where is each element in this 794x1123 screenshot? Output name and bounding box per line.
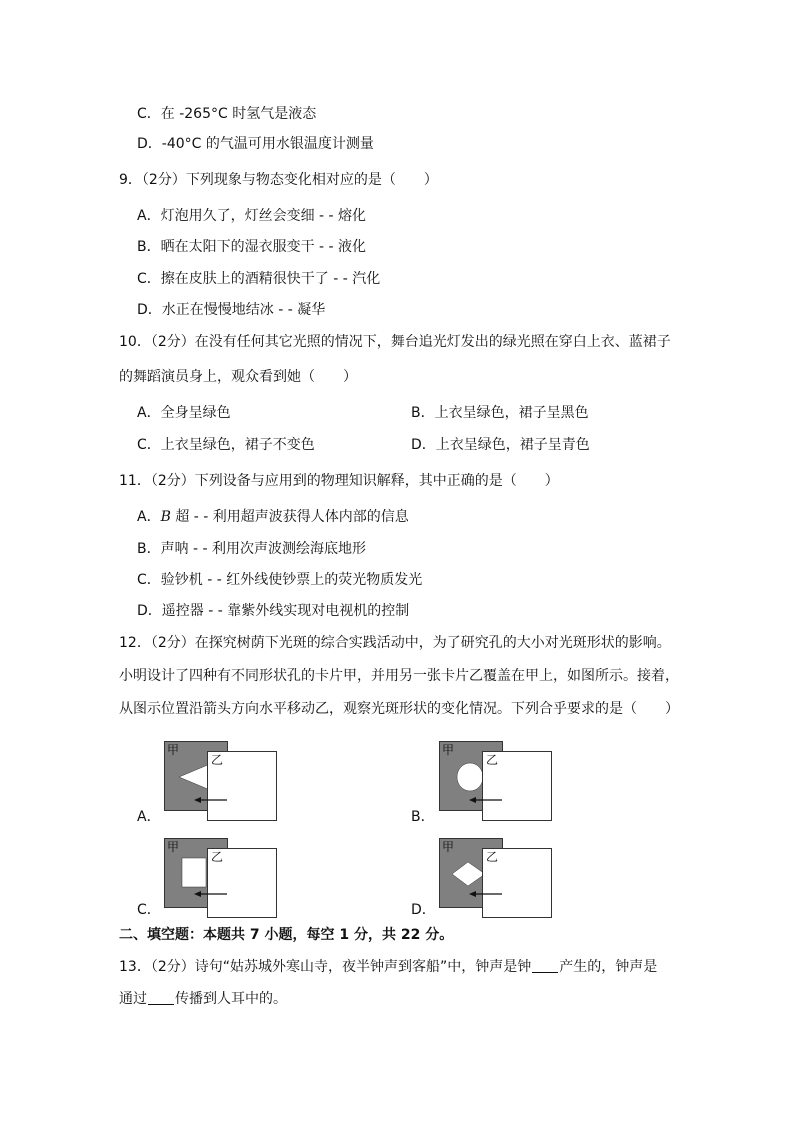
q12-stem-line1: 12．（2分）在探究树荫下光斑的综合实践活动中，为了研究孔的大小对光斑形状的影响。	[119, 635, 671, 651]
card-yi-label: 乙	[486, 753, 499, 767]
q9-option-c: C．擦在皮肤上的酒精很快干了 - - 汽化	[137, 271, 381, 287]
arrow-left-icon	[164, 741, 284, 825]
q10-option-c: C．上衣呈绿色，裙子不变色	[137, 437, 315, 453]
card-jia-label: 甲	[167, 743, 180, 757]
q12-figure-a	[164, 741, 284, 825]
card-jia-label: 甲	[442, 840, 455, 854]
q12-figure-c	[164, 838, 284, 922]
q12-figure-b	[439, 741, 559, 825]
arrow-left-icon	[439, 838, 559, 922]
card-yi-label: 乙	[211, 850, 224, 864]
q12-stem-line3: 从图示位置沿箭头方向水平移动乙，观察光斑形状的变化情况。下列合乎要求的是（ ）	[119, 701, 679, 717]
q9-option-a: A．灯泡用久了，灯丝会变细 - - 熔化	[137, 208, 367, 224]
q12-option-c-label: C．	[137, 902, 161, 918]
q11-option-a	[137, 508, 409, 526]
card-yi-label: 乙	[211, 753, 224, 767]
q9-stem: 9．（2分）下列现象与物态变化相对应的是（ ）	[119, 172, 438, 188]
q11-option-a-prefix: A．	[137, 509, 161, 525]
q11-option-a-text: 超 - - 利用超声波获得人体内部的信息	[170, 509, 409, 525]
q12-option-b-label: B．	[411, 809, 435, 825]
q11-option-d: D．遥控器 - - 靠紫外线实现对电视机的控制	[137, 603, 410, 619]
q11-option-b: B．声呐 - - 利用次声波测绘海底地形	[137, 541, 367, 557]
q13-line1	[119, 958, 657, 976]
q13-blank-1	[532, 958, 558, 973]
q8-option-d: D．-40°C 的气温可用水银温度计测量	[137, 136, 374, 152]
card-jia-label: 甲	[167, 840, 180, 854]
section-2-heading: 二、填空题：本题共 7 小题，每空 1 分，共 22 分。	[119, 927, 454, 943]
q10-option-b: B．上衣呈绿色，裙子呈黑色	[411, 405, 589, 421]
arrow-left-icon	[164, 838, 284, 922]
q9-option-d: D．水正在慢慢地结冰 - - 凝华	[137, 302, 326, 318]
q11-option-c: C．验钞机 - - 红外线使钞票上的荧光物质发光	[137, 572, 423, 588]
q13-text-3: 通过	[119, 991, 147, 1007]
q12-option-d-label: D．	[411, 902, 436, 918]
arrow-left-icon	[439, 741, 559, 825]
q10-stem-line2: 的舞蹈演员身上，观众看到她（ ）	[119, 369, 357, 385]
q10-option-d: D．上衣呈绿色，裙子呈青色	[411, 437, 590, 453]
q11-stem: 11．（2分）下列设备与应用到的物理知识解释，其中正确的是（ ）	[119, 473, 559, 489]
q11-option-a-letter: B	[160, 509, 171, 525]
card-yi-label: 乙	[486, 850, 499, 864]
q12-figure-d	[439, 838, 559, 922]
q13-text-2: 产生的，钟声是	[559, 959, 658, 975]
q10-option-a: A．全身呈绿色	[137, 405, 231, 421]
q13-text-1: 13．（2分）诗句“姑苏城外寒山寺，夜半钟声到客船”中，钟声是钟	[119, 959, 532, 975]
q13-blank-2	[148, 990, 174, 1005]
q10-stem-line1: 10．（2分）在没有任何其它光照的情况下，舞台追光灯发出的绿光照在穿白上衣、蓝裙子	[119, 334, 671, 350]
q13-line2	[119, 990, 287, 1008]
q13-text-4: 传播到人耳中的。	[175, 991, 287, 1007]
card-jia-label: 甲	[442, 743, 455, 757]
q8-option-c: C．在 -265°C 时氢气是液态	[137, 106, 317, 122]
q12-stem-line2: 小明设计了四种有不同形状孔的卡片甲，并用另一张卡片乙覆盖在甲上，如图所示。接着，	[119, 668, 679, 684]
q9-option-b: B．晒在太阳下的湿衣服变干 - - 液化	[137, 239, 367, 255]
q12-option-a-label: A．	[137, 809, 161, 825]
